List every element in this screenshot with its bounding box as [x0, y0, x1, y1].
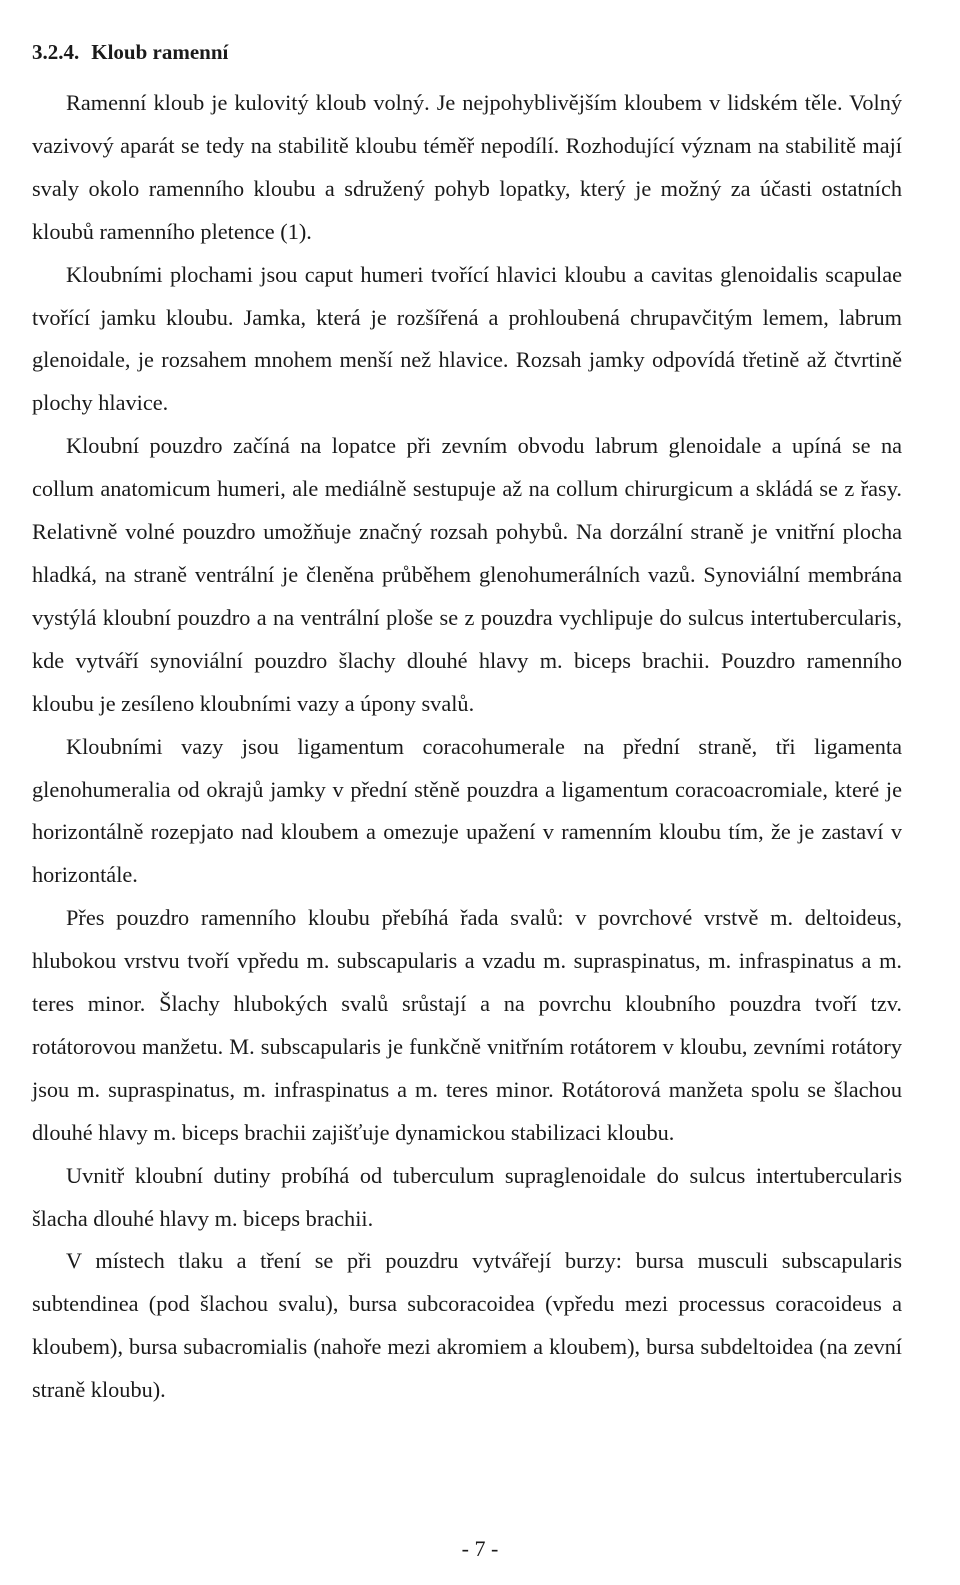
paragraph-intro: Ramenní kloub je kulovitý kloub volný. Je nejpohyblivějším kloubem v lidském těle. Volný vazivový aparát se tedy na stabilitě kloubu téměř nepodílí. Rozhodující význam na stabilitě mají svaly okolo ramenního kloubu a sdružený pohyb lopatky, který je možný za účasti ostatních kloubů ramenního pletence (1).	[32, 90, 902, 244]
body-text	[32, 82, 902, 1412]
page-number: - 7 -	[461, 1536, 499, 1561]
section-heading	[32, 40, 228, 65]
paragraph-biceps-tendon: Uvnitř kloubní dutiny probíhá od tuberculum supraglenoidale do sulcus intertubercularis šlacha dlouhé hlavy m. biceps brachii.	[32, 1162, 902, 1231]
paragraph-bursae: V místech tlaku a tření se při pouzdru vytvářejí burzy: bursa musculi subscapularis subtendinea (pod šlachou svalu), bursa subcoracoidea (vpředu mezi processus coracoideus a kloubem), bursa subacromialis (nahoře mezi akromiem a kloubem), bursa subdeltoidea (na zevní straně kloubu).	[32, 1248, 902, 1403]
section-title: Kloub ramenní	[91, 40, 229, 64]
paragraph-ligaments: Kloubními vazy jsou ligamentum coracohumerale na přední straně, tři ligamenta glenohumeralia od okrajů jamky v přední stěně pouzdra a ligamentum coracoacromiale, které je horizontálně rozepjato nad kloubem a omezuje upažení v ramenním kloubu tím, že je zastaví v horizontále.	[32, 733, 902, 888]
paragraph-joint-capsule: Kloubní pouzdro začíná na lopatce při zevním obvodu labrum glenoidale a upíná se na collum anatomicum humeri, ale mediálně sestupuje až na collum chirurgicum a skládá se z řasy. Relativně volné pouzdro umožňuje značný rozsah pohybů. Na dorzální straně je vnitřní plocha hladká, na straně ventrální je členěna průběhem glenohumerálních vazů. Synoviální membrána vystýlá kloubní pouzdro a na ventrální ploše se z pouzdra vychlipuje do sulcus intertubercularis, kde vytváří synoviální pouzdro šlachy dlouhé hlavy m. biceps brachii. Pouzdro ramenního kloubu je zesíleno kloubními vazy a úpony svalů.	[32, 433, 902, 716]
paragraph-muscles: Přes pouzdro ramenního kloubu přebíhá řada svalů: v povrchové vrstvě m. deltoideus, hlubokou vrstvu tvoří vpředu m. subscapularis a vzadu m. supraspinatus, m. infraspinatus a m. teres minor. Šlachy hlubokých svalů srůstají a na povrchu kloubního pouzdra tvoří tzv. rotátorovou manžetu. M. subscapularis je funkčně vnitřním rotátorem v kloubu, zevními rotátory jsou m. supraspinatus, m. infraspinatus a m. teres minor. Rotátorová manžeta spolu se šlachou dlouhé hlavy m. biceps brachii zajišťuje dynamickou stabilizaci kloubu.	[32, 905, 902, 1145]
paragraph-articular-surfaces: Kloubními plochami jsou caput humeri tvořící hlavici kloubu a cavitas glenoidalis scapulae tvořící jamku kloubu. Jamka, která je rozšířená a prohloubená chrupavčitým lemem, labrum glenoidale, je rozsahem mnohem menší než hlavice. Rozsah jamky odpovídá třetině až čtvrtině plochy hlavice.	[32, 261, 902, 416]
section-number: 3.2.4.	[32, 40, 80, 64]
